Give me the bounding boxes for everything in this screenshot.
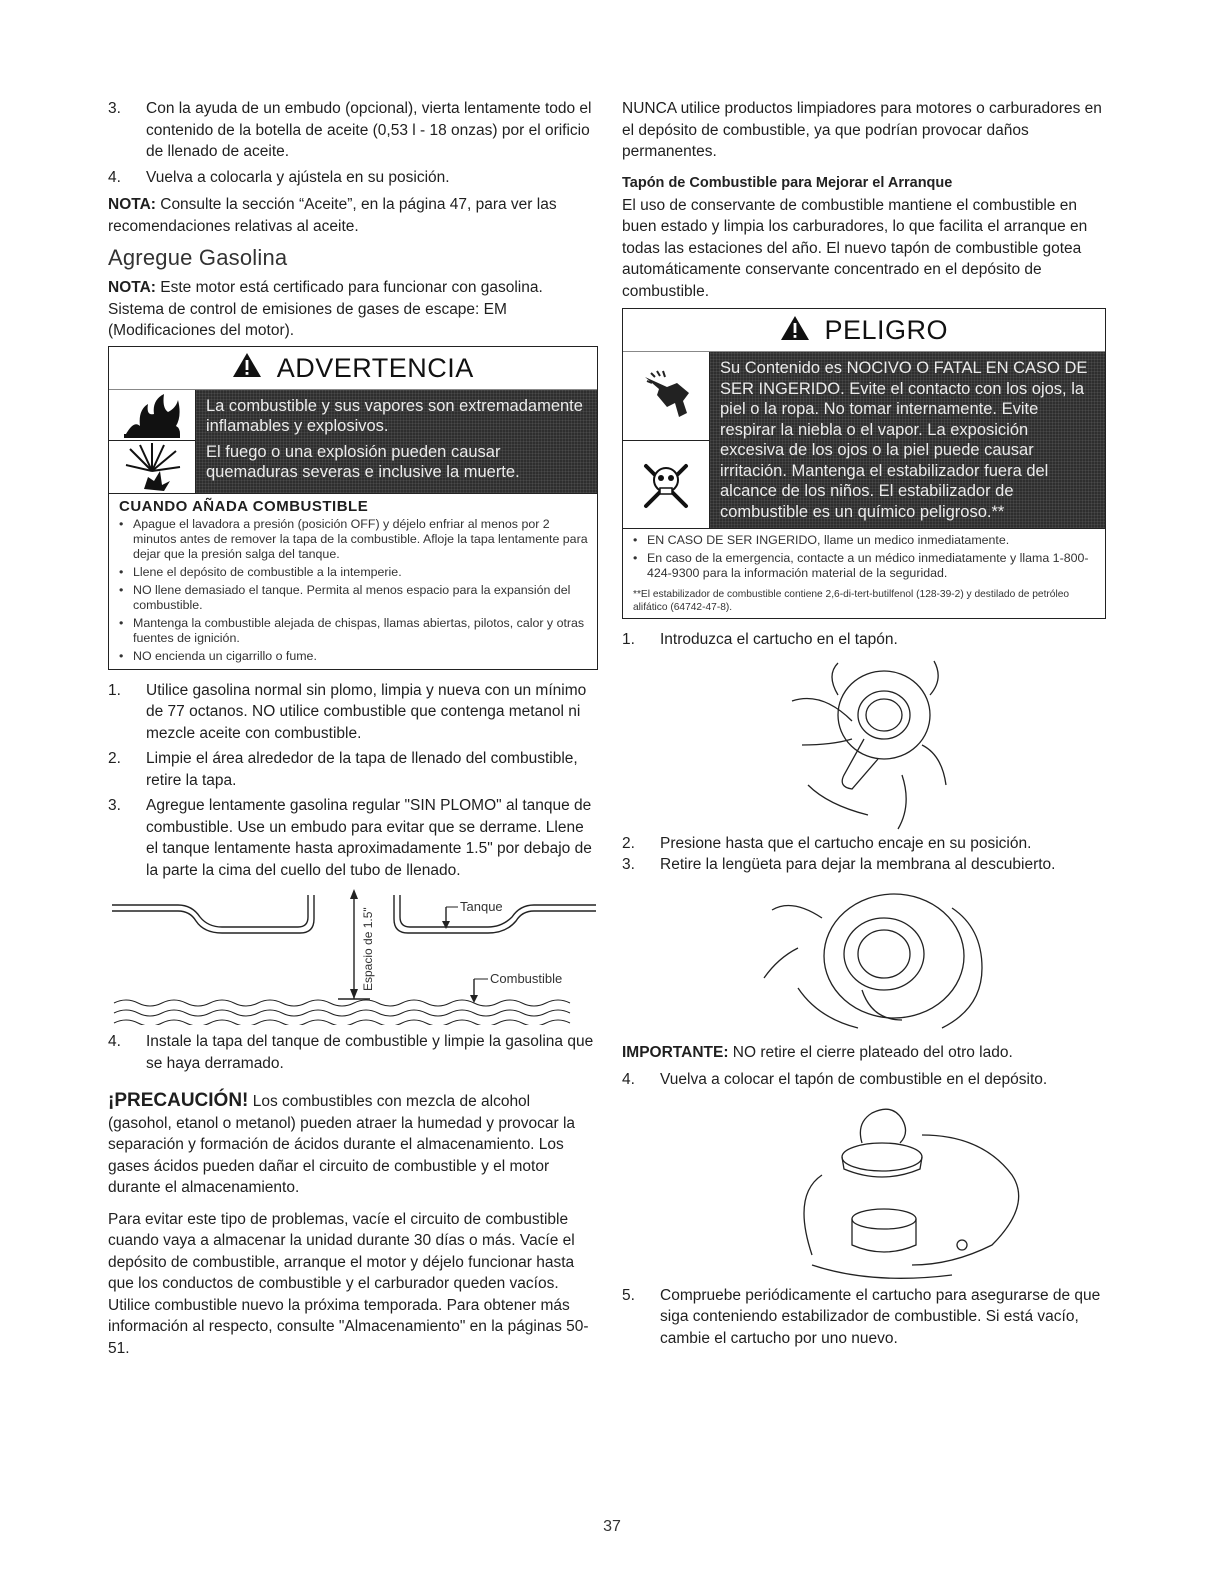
danger-hazard-text (710, 352, 1105, 528)
step-text: Con la ayuda de un embudo (opcional), vierta lentamente todo el contenido de la botella de aceite (0,53 l - 18 onzas) por el orificio de llenado de aceite. (146, 100, 592, 160)
step-number: 3. (622, 856, 635, 873)
danger-box (622, 308, 1106, 619)
warning-hazard-row (109, 390, 597, 493)
warning-hazard-text (196, 390, 597, 493)
note-text: Consulte la sección “Aceite”, en la página 47, para ver las recomendaciones relativas al aceite. (108, 196, 557, 235)
fuel-tank-diagram (108, 887, 598, 1025)
cartridge-step-1 (622, 629, 1106, 651)
warning-bullet: • Apague el lavadora a presión (posición OFF) y déjelo enfriar al menos por 2 minutos antes de remover la tapa de la combustible. Afloje la tapa lentamente para dejar que la presión salga del tanque. (119, 517, 589, 562)
subsection-title: Tapón de Combustible para Mejorar el Arranque (622, 174, 953, 191)
skull-crossbones-icon (623, 441, 709, 529)
alert-triangle-icon (232, 352, 262, 383)
fuel-step-3 (108, 795, 598, 881)
oil-step-3 (108, 98, 598, 163)
important-text: NO retire el cierre plateado del otro lado. (728, 1043, 1013, 1061)
cartridge-step-5 (622, 1285, 1106, 1350)
fuel-step-4 (108, 1031, 598, 1074)
tank-label: Tanque (460, 899, 503, 914)
step-text: Retire la lengüeta para dejar la membrana al descubierto. (660, 856, 1056, 873)
hazard-line: El fuego o una explosión pueden causar quemaduras severas e inclusive la muerte. (206, 442, 520, 481)
important-note (622, 1042, 1106, 1064)
warning-bullets (109, 517, 597, 669)
warning-pictograms (109, 390, 196, 493)
note-label: NOTA: (108, 196, 156, 213)
explosion-icon (109, 441, 195, 493)
warning-bullet: • Mantenga la combustible alejada de chispas, llamas abiertas, pilotos, calor y otras fuentes de ignición. (119, 616, 589, 646)
storage-paragraph: Para evitar este tipo de problemas, vacíe el circuito de combustible cuando vaya a almacenar la unidad durante 30 días o más. Vacíe el depósito de combustible, arranque el motor y déjelo funcionar hasta que los conductos de combustible y el carburador queden vacíos. Utilice combustible nuevo la próxima temporada. Para obtener más información al respecto, consulte "Almacenamiento" en la páginas 50-51. (108, 1210, 589, 1357)
right-column (622, 98, 1106, 1349)
step-text: Limpie el área alrededor de la tapa de llenado del combustible, retire la tapa. (146, 750, 578, 789)
step-number: 2. (108, 750, 121, 767)
step-text: Presione hasta que el cartucho encaje en su posición. (660, 834, 1032, 852)
danger-pictograms (623, 352, 710, 528)
warning-title: ADVERTENCIA (276, 352, 474, 383)
note-text: Este motor está certificado para funcionar con gasolina. Sistema de control de emisiones de gases de escape: EM (Modificaciones del motor). (108, 279, 543, 339)
peel-tab-illustration (622, 878, 1106, 1038)
warning-bullet: • NO encienda un cigarrillo o fume. (119, 649, 589, 664)
cartridge-step-3 (622, 854, 1106, 876)
warning-subheading: CUANDO AÑADA COMBUSTIBLE (109, 493, 597, 517)
warning-bullet: • NO llene demasiado el tanque. Permita al menos espacio para la expansión del combustible. (119, 583, 589, 613)
step-text: Vuelva a colocar el tapón de combustible en el depósito. (660, 1071, 1048, 1088)
caution-text: Los combustibles con mezcla de alcohol (gasohol, etanol o metanol) pueden atraer la humedad y provocar la separación y formación de ácidos durante el almacenamiento. Los gases ácidos pueden dañar el circuito de combustible y el motor durante el almacenamiento. (108, 1093, 576, 1196)
caution-paragraph (108, 1090, 598, 1199)
danger-footnote: **El estabilizador de combustible contiene 2,6-di-tert-butilfenol (128-39-2) y destilado de petróleo alifático (64742-47-8). (633, 589, 1070, 613)
stabilizer-intro: El uso de conservante de combustible mantiene el combustible en buen estado y limpia los carburadores, lo que facilita el arranque en todas las estaciones del año. El nuevo tapón de combustible gotea automáticamente conservante concentrado en el depósito de combustible. (622, 196, 1088, 300)
danger-bullet: • EN CASO DE SER INGERIDO, llame un medico inmediatamente. (633, 533, 1097, 548)
step-number: 1. (108, 681, 121, 699)
danger-title: PELIGRO (824, 315, 948, 345)
danger-text: Su Contenido es NOCIVO O FATAL EN CASO DE SER INGERIDO. Evite el contacto con los ojos, la piel o la ropa. No tomar internamente. Evite respirar la niebla o el vapor. La exposición excesiva de los ojos o la piel puede causar irritación. Mantenga el estabilizador fuera del alcance de los niños. El estabilizador de combustible es un químico peligroso.** (720, 359, 1088, 521)
warning-box (108, 346, 598, 670)
caution-label: ¡PRECAUCIÓN! (108, 1090, 249, 1111)
warning-title-bar (109, 347, 597, 390)
step-number: 1. (622, 631, 635, 648)
cartridge-step-2 (622, 833, 1106, 855)
space-label: Espacio de 1.5" (361, 907, 375, 991)
fuel-label: Combustible (490, 971, 563, 986)
section-title: Agregue Gasolina (108, 245, 288, 270)
fuel-step-2 (108, 748, 598, 791)
left-column (108, 98, 598, 1359)
danger-hazard-row (623, 352, 1105, 528)
danger-bullet: • En caso de la emergencia, contacte a un médico inmediatamente y llama 1-800-424-9300 para la información material de la seguridad. (633, 551, 1097, 581)
danger-title-bar (623, 309, 1105, 352)
oil-step-4 (108, 167, 598, 189)
step-text: Agregue lentamente gasolina regular "SIN PLOMO" al tanque de combustible. Use un embudo para evitar que se derrame. Llene el tanque lentamente hasta aproximadamente 1.5" por debajo de la parte la cima del cuello del tubo de llenado. (146, 797, 592, 879)
danger-bullets (623, 528, 1105, 586)
step-number: 4. (622, 1071, 635, 1088)
step-number: 5. (622, 1286, 635, 1304)
poison-hand-icon (623, 352, 709, 441)
fuel-step-1 (108, 680, 598, 745)
note-gasoline (108, 277, 598, 342)
cartridge-insert-illustration (622, 655, 1106, 833)
step-text: Introduzca el cartucho en el tapón. (660, 631, 898, 648)
replace-cap-illustration (622, 1095, 1106, 1285)
step-number: 2. (622, 834, 635, 852)
step-text: Utilice gasolina normal sin plomo, limpia y nueva con un mínimo de 77 octanos. NO utilice combustible que contenga metanol ni mezcle aceite con combustible. (146, 681, 587, 742)
important-label: IMPORTANTE: (622, 1043, 729, 1061)
step-number: 4. (108, 1033, 121, 1050)
alert-triangle-icon (780, 315, 810, 346)
hazard-line: La combustible y sus vapores son extremadamente inflamables y explosivos. (206, 396, 583, 435)
page-number: 37 (603, 1518, 621, 1535)
step-number: 3. (108, 797, 121, 814)
note-label: NOTA: (108, 279, 156, 296)
never-paragraph: NUNCA utilice productos limpiadores para motores o carburadores en el depósito de combustible, ya que podrían provocar daños permanentes. (622, 100, 1102, 160)
step-number: 4. (108, 168, 121, 186)
flame-icon (109, 390, 195, 441)
step-number: 3. (108, 100, 121, 117)
step-text: Vuelva a colocarla y ajústela en su posición. (146, 168, 450, 186)
step-text: Instale la tapa del tanque de combustible y limpie la gasolina que se haya derramado. (146, 1033, 594, 1072)
cartridge-step-4 (622, 1069, 1106, 1091)
warning-bullet: • Llene el depósito de combustible a la intemperie. (119, 565, 589, 580)
note-oil (108, 194, 598, 237)
step-text: Compruebe periódicamente el cartucho para asegurarse de que siga conteniendo estabilizador de combustible. Si está vacío, cambie el cartucho por uno nuevo. (660, 1286, 1101, 1347)
